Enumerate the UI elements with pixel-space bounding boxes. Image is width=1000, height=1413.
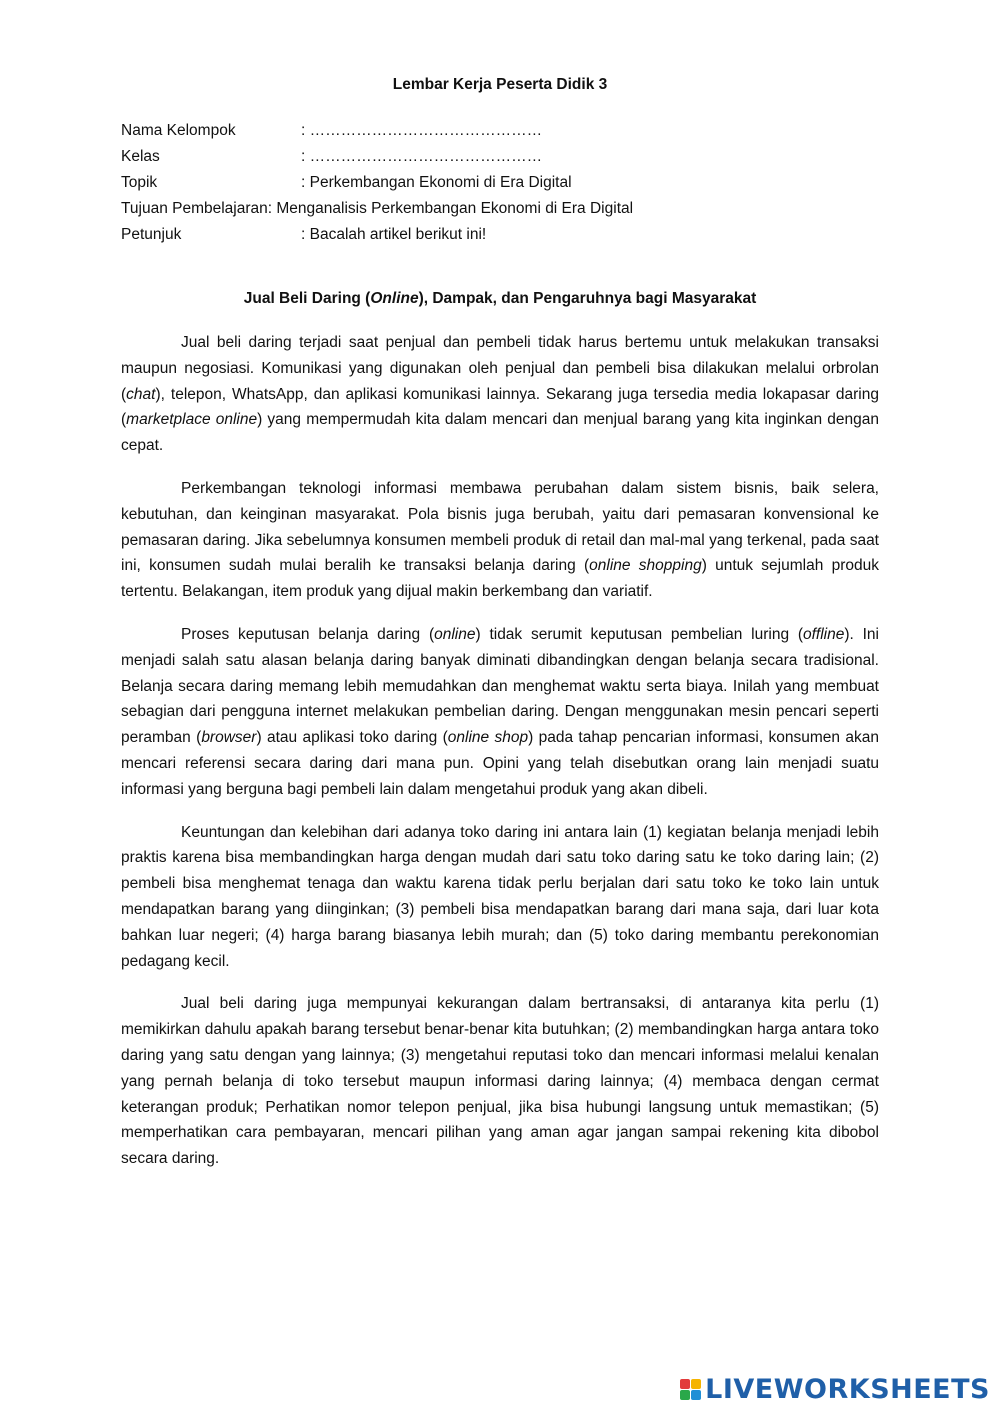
- meta-row-instructions: [121, 222, 879, 248]
- liveworksheets-wordmark: LIVEWORKSHEETS: [705, 1374, 990, 1405]
- worksheet-page: [121, 74, 879, 1189]
- article-paragraph: [121, 622, 879, 803]
- paragraph-text: Jual beli daring terjadi saat penjual dan pembeli tidak harus bertemu untuk melakukan transaksi maupun negosiasi. Komunikasi yang digunakan oleh penjual dan pembeli bisa dilakukan melalui orbrolan (: [121, 334, 879, 403]
- meta-value: : ………………………………………: [301, 122, 543, 139]
- meta-label: Tujuan Pembelajaran: [121, 200, 268, 217]
- paragraph-text: ) yang mempermudah kita dalam mencari dan menjual barang yang kita inginkan dengan cepat.: [121, 411, 879, 455]
- meta-value: : Menganalisis Perkembangan Ekonomi di Era Digital: [267, 200, 634, 217]
- paragraph-text: Perkembangan teknologi informasi membawa perubahan dalam sistem bisnis, baik selera, kebutuhan, dan keinginan masyarakat. Pola bisnis juga berubah, yaitu dari pemasaran konvensional ke pemasaran daring. Jika sebelumnya konsumen membeli produk di retail dan mal-mal yang terkenal, pada saat ini, konsumen sudah mulai beralih ke transaksi belanja daring (: [121, 479, 879, 575]
- liveworksheets-watermark: [680, 1374, 990, 1405]
- paragraph-text: ) untuk sejumlah produk tertentu. Belakangan, item produk yang dijual makin berkembang dan variatif.: [121, 557, 879, 601]
- logo-square: [691, 1390, 701, 1400]
- logo-square: [680, 1390, 690, 1400]
- meta-value: : ………………………………………: [301, 148, 543, 165]
- article-body: [121, 330, 879, 1172]
- article-title-post: ), Dampak, dan Pengaruhnya bagi Masyarakat: [418, 290, 757, 307]
- italic-term: online: [434, 625, 476, 643]
- paragraph-text: ) pada tahap pencarian informasi, konsumen akan mencari referensi secara daring dari mana pun. Opini yang telah disebutkan orang lain menjadi suatu informasi yang berguna bagi pembeli lain dalam mengetahui produk yang akan dibeli.: [121, 729, 879, 798]
- meta-label: Kelas: [121, 148, 160, 165]
- article-paragraph: [121, 991, 879, 1172]
- meta-row-class: [121, 144, 879, 170]
- italic-term: marketplace online: [126, 411, 258, 429]
- article-paragraph: [121, 820, 879, 975]
- article-paragraph: [121, 476, 879, 605]
- meta-label: Nama Kelompok: [121, 122, 236, 139]
- meta-value: : Bacalah artikel berikut ini!: [301, 226, 487, 243]
- article-title-emphasis: Online: [370, 290, 419, 307]
- worksheet-meta: [121, 118, 879, 248]
- italic-term: online shopping: [589, 557, 702, 575]
- paragraph-text: ) tidak serumit keputusan pembelian luring (: [475, 625, 803, 643]
- paragraph-text: ). Ini menjadi salah satu alasan belanja daring banyak diminati dibandingkan dengan belanja secara tradisional. Belanja secara daring memang lebih memudahkan dan menghemat waktu serta biaya. Inilah yang membuat sebagian dari pengguna internet melakukan pembelian daring. Dengan menggunakan mesin pencari seperti peramban (: [121, 625, 879, 747]
- logo-square: [691, 1379, 701, 1389]
- meta-value: : Perkembangan Ekonomi di Era Digital: [301, 174, 572, 191]
- paragraph-text: Proses keputusan belanja daring (: [181, 625, 435, 643]
- paragraph-text: ) atau aplikasi toko daring (: [256, 729, 448, 747]
- italic-term: browser: [201, 729, 257, 747]
- meta-row-objective: [121, 196, 879, 222]
- meta-row-group-name: [121, 118, 879, 144]
- worksheet-title: Lembar Kerja Peserta Didik 3: [392, 76, 608, 93]
- article-title-pre: Jual Beli Daring (: [243, 290, 371, 307]
- article-paragraph: [121, 330, 879, 459]
- paragraph-text: Keuntungan dan kelebihan dari adanya toko daring ini antara lain (1) kegiatan belanja menjadi lebih praktis karena bisa membandingkan harga dengan mudah dari satu toko daring satu ke toko daring lain; (2) pembeli bisa menghemat tenaga dan waktu karena tidak perlu berjalan dari satu toko ke toko lain untuk mendapatkan barang yang diinginkan; (3) pembeli bisa mendapatkan barang dari mana saja, dari luar kota bahkan luar negeri; (4) harga barang biasanya lebih murah; dan (5) toko daring membantu perekonomian pedagang kecil.: [121, 823, 879, 970]
- liveworksheets-logo-icon: [680, 1379, 701, 1400]
- paragraph-text: ), telepon, WhatsApp, dan aplikasi komunikasi lainnya. Sekarang juga tersedia media lokapasar daring (: [121, 385, 879, 429]
- meta-label: Petunjuk: [121, 226, 182, 243]
- italic-term: chat: [126, 385, 156, 403]
- logo-square: [680, 1379, 690, 1389]
- meta-label: Topik: [121, 174, 158, 191]
- italic-term: online shop: [447, 729, 529, 747]
- italic-term: offline: [803, 625, 845, 643]
- article-title: [121, 288, 879, 310]
- paragraph-text: Jual beli daring juga mempunyai kekurangan dalam bertransaksi, di antaranya kita perlu (1) memikirkan dahulu apakah barang tersebut benar-benar kita butuhkan; (2) membandingkan harga antara toko daring yang satu dengan yang lainnya; (3) mengetahui reputasi toko dan mencari informasi melalui kenalan yang pernah belanja di toko tersebut maupun informasi daring lainnya; (4) membaca dengan cermat keterangan produk; Perhatikan nomor telepon penjual, jika bisa hubungi langsung untuk memastikan; (5) memperhatikan cara pembayaran, mencari pilihan yang aman agar jangan sampai rekening kita dibobol secara daring.: [121, 995, 879, 1168]
- meta-row-topic: [121, 170, 879, 196]
